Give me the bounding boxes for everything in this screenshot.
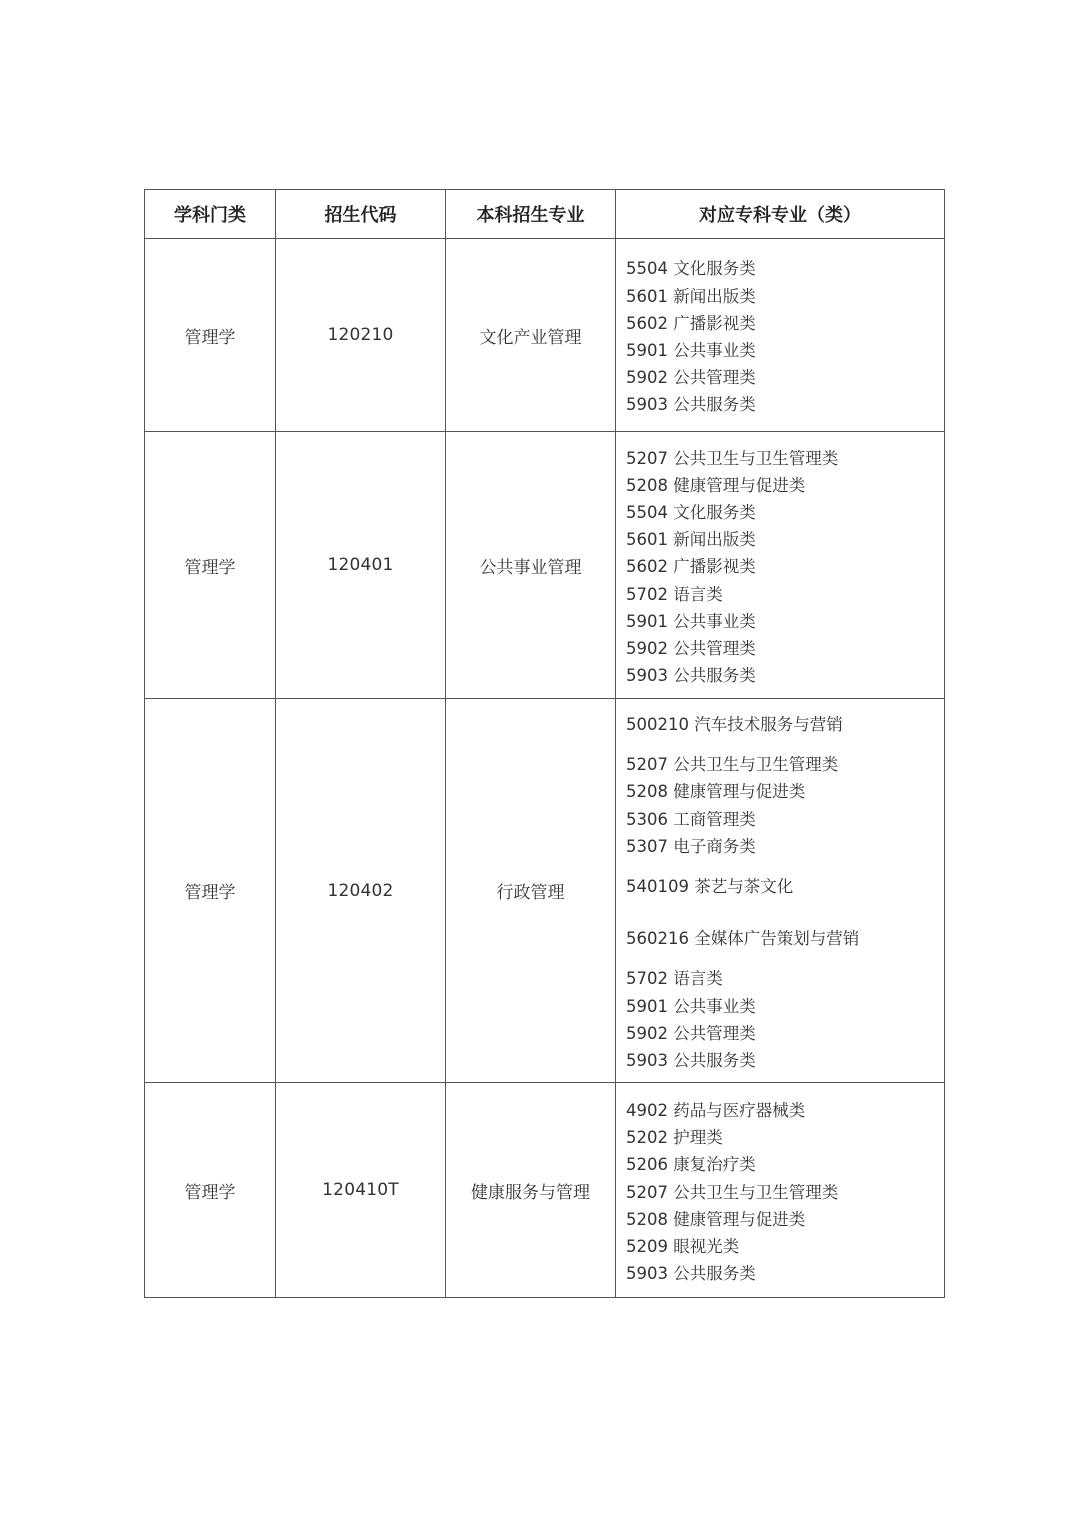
mapped-major-item: 5207 公共卫生与卫生管理类 <box>626 448 839 468</box>
mapped-major-item: 5206 康复治疗类 <box>626 1155 756 1175</box>
major-cell: 公共事业管理 <box>446 432 616 699</box>
category-cell: 管理学 <box>145 1083 276 1298</box>
table-row <box>145 432 945 699</box>
mapped-major-item: 5601 新闻出版类 <box>626 530 756 550</box>
mapped-major-item: 5202 护理类 <box>626 1128 723 1148</box>
mapped-major-item: 5901 公共事业类 <box>626 611 756 631</box>
mapped-major-item: 5208 健康管理与促进类 <box>626 782 806 802</box>
mapped-major-item: 5208 健康管理与促进类 <box>626 475 806 495</box>
mapped-major-item: 5901 公共事业类 <box>626 341 756 360</box>
mapped-major-item: 5207 公共卫生与卫生管理类 <box>626 1182 839 1202</box>
mapped-major-item: 5903 公共服务类 <box>626 666 756 686</box>
header-mapped: 对应专科专业（类） <box>616 190 945 239</box>
category-cell: 管理学 <box>145 699 276 1083</box>
code-cell: 120410T <box>276 1083 446 1298</box>
mapped-major-item: 5903 公共服务类 <box>626 395 756 415</box>
mapped-major-item: 5903 公共服务类 <box>626 1051 756 1071</box>
mapped-majors-cell <box>616 1083 945 1298</box>
mapped-major-item: 5207 公共卫生与卫生管理类 <box>626 755 839 775</box>
mapped-major-item: 5902 公共管理类 <box>626 1023 756 1043</box>
major-mapping-table <box>144 189 945 1298</box>
mapped-major-item: 5307 电子商务类 <box>626 836 756 856</box>
mapped-major-item: 5601 新闻出版类 <box>626 286 756 306</box>
mapped-major-item: 5602 广播影视类 <box>626 557 756 577</box>
table-row <box>145 699 945 1083</box>
mapped-major-item: 540109 茶艺与茶文化 <box>626 877 794 897</box>
code-cell: 120210 <box>276 239 446 432</box>
category-cell: 管理学 <box>145 432 276 699</box>
mapped-major-item: 500210 汽车技术服务与营销 <box>626 715 843 734</box>
mapped-major-item: 5209 眼视光类 <box>626 1237 740 1257</box>
mapped-major-item: 5702 语言类 <box>626 584 723 604</box>
header-category: 学科门类 <box>145 190 276 239</box>
mapped-major-item: 5504 文化服务类 <box>626 502 756 522</box>
major-cell: 行政管理 <box>446 699 616 1083</box>
mapped-major-item: 5903 公共服务类 <box>626 1264 756 1284</box>
table-row <box>145 1083 945 1298</box>
mapped-major-item: 5208 健康管理与促进类 <box>626 1209 806 1229</box>
mapped-majors-cell <box>616 432 945 699</box>
mapped-majors-cell <box>616 239 945 432</box>
mapped-major-item: 5902 公共管理类 <box>626 368 756 388</box>
mapped-major-item: 5504 文化服务类 <box>626 259 756 279</box>
mapped-major-item: 5902 公共管理类 <box>626 639 756 658</box>
mapped-majors-cell <box>616 699 945 1083</box>
major-cell: 健康服务与管理 <box>446 1083 616 1298</box>
mapped-major-item: 4902 药品与医疗器械类 <box>626 1101 806 1121</box>
code-cell: 120402 <box>276 699 446 1083</box>
header-major: 本科招生专业 <box>446 190 616 239</box>
header-code: 招生代码 <box>276 190 446 239</box>
mapped-major-item: 5702 语言类 <box>626 969 723 989</box>
major-cell: 文化产业管理 <box>446 239 616 432</box>
mapped-major-item: 5306 工商管理类 <box>626 809 756 829</box>
category-cell: 管理学 <box>145 239 276 432</box>
code-cell: 120401 <box>276 432 446 699</box>
mapped-major-item: 5602 广播影视类 <box>626 313 756 333</box>
header-row <box>145 190 945 239</box>
mapped-major-item: 5901 公共事业类 <box>626 996 756 1016</box>
table-row <box>145 239 945 432</box>
mapped-major-item: 560216 全媒体广告策划与营销 <box>626 929 860 949</box>
